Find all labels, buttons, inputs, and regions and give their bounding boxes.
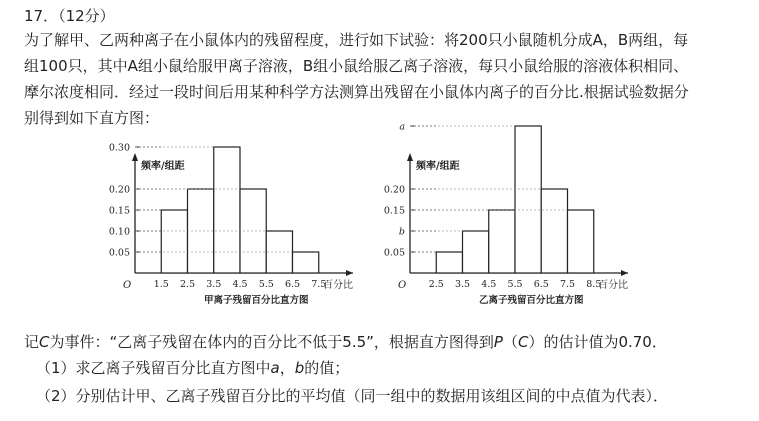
yi-origin: O <box>398 280 407 291</box>
jia-y-label: 频率/组距 <box>141 161 185 172</box>
event-statement <box>24 332 667 352</box>
yi-x-tick-label: 8.5 <box>586 279 602 290</box>
jia-x-tick-label: 2.5 <box>179 279 196 290</box>
jia-x-tick-label: 7.5 <box>311 279 327 290</box>
event-prefix: 记 <box>24 333 40 351</box>
jia-y-tick-label: 0.10 <box>108 226 130 238</box>
jia-y-tick-label: 0.15 <box>108 205 130 217</box>
yi-y-tick-label: 0.15 <box>383 205 405 217</box>
yi-y-axis-arrow <box>407 153 413 161</box>
jia-x-tick-label: 4.5 <box>232 279 248 290</box>
event-p: P <box>493 333 503 351</box>
intro-line-3: 摩尔浓度相同．经过一段时间后用某种科学方法测算出残留在小鼠体内离子的百分比.根据试验数据分 <box>24 83 689 101</box>
yi-x-tick-label: 7.5 <box>559 279 576 290</box>
yi-y-tick-label: b <box>398 226 405 238</box>
yi-x-tick-label: 2.5 <box>428 279 444 290</box>
problem-number: 17．（12分） <box>24 7 115 25</box>
intro-line-4: 别得到如下直方图： <box>24 109 160 127</box>
event-mid: 为事件：“乙离子残留在体内的百分比不低于5.5”，根据直方图得到 <box>49 333 494 351</box>
yi-y-tick-label: a <box>399 121 405 133</box>
jia-y-axis-arrow <box>132 153 138 161</box>
jia-x-label: 百分比 <box>323 280 353 291</box>
jia-y-tick-label: 0.30 <box>108 142 130 154</box>
question-1 <box>36 358 349 378</box>
jia-x-tick-label: 3.5 <box>206 279 222 290</box>
yi-x-axis-arrow <box>621 270 628 276</box>
jia-bar <box>293 252 319 273</box>
yi-x-tick-label: 5.5 <box>507 279 523 290</box>
jia-x-tick-label: 6.5 <box>284 279 301 290</box>
yi-y-tick-label: 0.20 <box>383 184 405 196</box>
jia-y-tick-label: 0.05 <box>108 247 130 259</box>
jia-origin: O <box>123 280 132 291</box>
event-suffix: ）的估计值为0.70． <box>528 333 667 351</box>
yi-bar <box>463 231 489 273</box>
yi-title: 乙离子残留百分比直方图 <box>479 295 584 306</box>
jia-x-tick-label: 1.5 <box>153 279 169 290</box>
yi-x-tick-label: 4.5 <box>481 279 497 290</box>
jia-y-tick-label: 0.20 <box>108 184 130 196</box>
yi-bar <box>541 189 567 273</box>
histogram-jia <box>95 143 385 315</box>
intro-line-2: 组100只，其中A组小鼠给服甲离子溶液，B组小鼠给服乙离子溶液，每只小鼠给服的溶液体积相同、 <box>24 57 689 75</box>
jia-bar <box>214 147 240 273</box>
jia-title: 甲离子残留百分比直方图 <box>204 295 309 306</box>
event-paren: （ <box>502 333 518 351</box>
yi-y-label: 频率/组距 <box>416 161 460 172</box>
yi-x-tick-label: 3.5 <box>454 279 471 290</box>
yi-bar <box>489 210 515 273</box>
jia-x-tick-label: 5.5 <box>258 279 274 290</box>
yi-x-tick-label: 6.5 <box>533 279 549 290</box>
question-2: （2）分别估计甲、乙离子残留百分比的平均值（同一组中的数据用该组区间的中点值为代表）． <box>36 387 669 405</box>
q1-b: b <box>294 359 305 377</box>
q1-suffix: 的值； <box>304 359 350 377</box>
jia-x-axis-arrow <box>346 270 353 276</box>
event-c2: C <box>517 333 529 351</box>
jia-bar <box>161 210 187 273</box>
intro-line-1: 为了解甲、乙两种离子在小鼠体内的残留程度，进行如下试验：将200只小鼠随机分成A，B两组，每 <box>24 31 689 49</box>
q1-comma: ， <box>279 359 295 377</box>
yi-x-label: 百分比 <box>598 280 628 291</box>
yi-bar <box>568 210 594 273</box>
yi-bar <box>515 126 541 273</box>
histogram-yi <box>370 121 660 315</box>
q1-a: a <box>270 359 280 377</box>
yi-y-tick-label: 0.05 <box>383 247 405 259</box>
yi-bar <box>436 252 462 273</box>
event-c: C <box>39 333 50 351</box>
q1-prefix: （1）求乙离子残留百分比直方图中 <box>36 359 271 377</box>
